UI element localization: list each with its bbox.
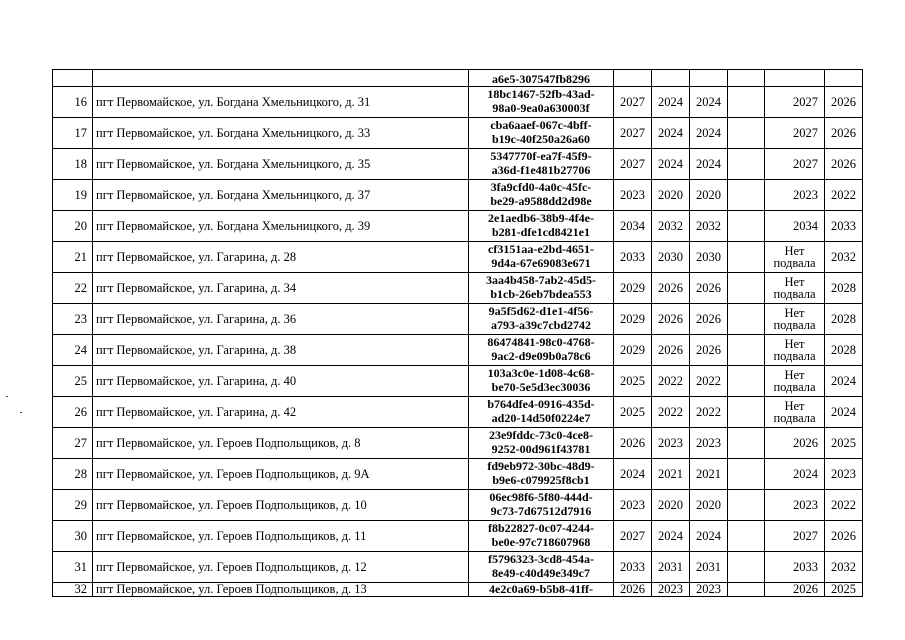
cell-empty [728, 242, 765, 273]
cell-number: 22 [53, 273, 93, 304]
cell-basement-year: 2027 [765, 149, 825, 180]
cell-year: 2033 [614, 242, 652, 273]
cell-empty [728, 521, 765, 552]
uid-line-1: 4e2c0a69-b5b8-41ff- [489, 582, 593, 596]
uid-line-2: b1cb-26eb7bdea553 [490, 286, 592, 301]
cell-number: 30 [53, 521, 93, 552]
table-row [53, 490, 863, 521]
cell-uid [469, 459, 614, 490]
cell-uid [469, 397, 614, 428]
uid-line-1: b764dfe4-0916-435d- [487, 397, 595, 411]
table-row [53, 428, 863, 459]
cell-year: 2025 [825, 583, 863, 597]
cell-empty [728, 490, 765, 521]
cell-uid: a6e5-307547fb8296 [469, 70, 614, 87]
table-row [53, 70, 863, 87]
cell-year [614, 70, 652, 87]
table-row [53, 397, 863, 428]
uid-line-1: 3fa9cfd0-4a0c-45fc- [490, 180, 592, 194]
cell-basement-year: 2027 [765, 118, 825, 149]
cell-empty [728, 180, 765, 211]
cell-number: 31 [53, 552, 93, 583]
cell-year: 2024 [825, 366, 863, 397]
cell-year: 2026 [690, 335, 728, 366]
cell-number: 21 [53, 242, 93, 273]
cell-number: 17 [53, 118, 93, 149]
cell-address: пгт Первомайское, ул. Гагарина, д. 36 [93, 304, 469, 335]
cell-no-basement: Нет подвала [765, 242, 825, 273]
scan-speck [20, 412, 22, 413]
cell-year: 2025 [614, 366, 652, 397]
cell-year: 2024 [652, 118, 690, 149]
scan-speck [6, 396, 8, 397]
cell-basement-year: 2026 [765, 583, 825, 597]
uid-line-1: 23e9fddc-73c0-4ce8- [489, 428, 593, 442]
cell-empty [728, 397, 765, 428]
cell-year: 2032 [825, 242, 863, 273]
cell-year: 2022 [690, 397, 728, 428]
cell-year: 2031 [690, 552, 728, 583]
cell-year: 2022 [825, 180, 863, 211]
cell-basement-year: 2023 [765, 490, 825, 521]
cell-year: 2030 [652, 242, 690, 273]
cell-basement-year: 2027 [765, 521, 825, 552]
cell-no-basement: Нет подвала [765, 304, 825, 335]
uid-line-1: 103a3c0e-1d08-4c68- [487, 366, 595, 380]
cell-address: пгт Первомайское, ул. Героев Подпольщиков, д. 12 [93, 552, 469, 583]
cell-address: пгт Первомайское, ул. Героев Подпольщиков, д. 11 [93, 521, 469, 552]
cell-address: пгт Первомайское, ул. Богдана Хмельницкого, д. 39 [93, 211, 469, 242]
cell-number: 19 [53, 180, 93, 211]
cell-year: 2024 [652, 87, 690, 118]
cell-uid [469, 428, 614, 459]
cell-year: 2023 [825, 459, 863, 490]
housing-register-table [52, 69, 863, 597]
cell-year [825, 70, 863, 87]
cell-year: 2032 [825, 552, 863, 583]
cell-address: пгт Первомайское, ул. Гагарина, д. 34 [93, 273, 469, 304]
cell-basement-year: 2023 [765, 180, 825, 211]
cell-year: 2021 [652, 459, 690, 490]
cell-year: 2029 [614, 335, 652, 366]
cell-empty [728, 552, 765, 583]
uid-line-1: f5796323-3cd8-454a- [488, 552, 594, 566]
uid-line-2: b19c-40f250a26a60 [492, 131, 590, 146]
cell-year: 2026 [690, 273, 728, 304]
uid-line-1: cf3151aa-e2bd-4651- [488, 242, 594, 256]
uid-line-1: 18bc1467-52fb-43ad- [487, 87, 595, 101]
cell-empty [728, 304, 765, 335]
cell-number: 24 [53, 335, 93, 366]
cell-address: пгт Первомайское, ул. Героев Подпольщиков, д. 13 [93, 583, 469, 597]
cell-year: 2024 [652, 521, 690, 552]
cell-year: 2029 [614, 304, 652, 335]
cell-year: 2024 [690, 149, 728, 180]
cell-year: 2027 [614, 87, 652, 118]
cell-year: 2022 [825, 490, 863, 521]
cell-year: 2025 [825, 428, 863, 459]
cell-empty [728, 211, 765, 242]
cell-uid [469, 304, 614, 335]
cell-year: 2021 [690, 459, 728, 490]
cell-no-basement: Нет подвала [765, 273, 825, 304]
uid-line-1: cba6aaef-067c-4bff- [490, 118, 592, 132]
cell-basement-year: 2034 [765, 211, 825, 242]
table-row [53, 335, 863, 366]
cell-year: 2020 [652, 180, 690, 211]
cell-uid [469, 87, 614, 118]
cell-empty [728, 428, 765, 459]
table-row [53, 521, 863, 552]
uid-line-2: 9ac2-d9e09b0a78c6 [491, 348, 591, 363]
uid-line-2: be70-5e5d3ec30036 [491, 379, 591, 394]
cell-year [690, 70, 728, 87]
cell-address: пгт Первомайское, ул. Богдана Хмельницкого, д. 35 [93, 149, 469, 180]
cell-empty [728, 366, 765, 397]
table-body [53, 70, 863, 597]
uid-line-2: 8e49-c40d49e349c7 [492, 565, 590, 580]
cell-year: 2020 [690, 180, 728, 211]
cell-year: 2024 [652, 149, 690, 180]
uid-line-1: 86474841-98c0-4768- [487, 335, 595, 349]
table-row [53, 180, 863, 211]
cell-empty [728, 87, 765, 118]
table-row [53, 242, 863, 273]
table-row [53, 273, 863, 304]
cell-year: 2024 [690, 87, 728, 118]
cell-year: 2023 [614, 180, 652, 211]
cell-year: 2026 [652, 304, 690, 335]
cell-year: 2026 [825, 521, 863, 552]
cell-basement-year: 2033 [765, 552, 825, 583]
cell-address: пгт Первомайское, ул. Гагарина, д. 38 [93, 335, 469, 366]
cell-number: 20 [53, 211, 93, 242]
table-row [53, 366, 863, 397]
uid-line-1: f8b22827-0c07-4244- [488, 521, 594, 535]
cell-uid [469, 366, 614, 397]
table-row [53, 87, 863, 118]
cell-uid [469, 180, 614, 211]
cell-uid [469, 552, 614, 583]
cell-year: 2020 [652, 490, 690, 521]
uid-line-1: 3aa4b458-7ab2-45d5- [485, 273, 596, 287]
cell-year: 2033 [614, 552, 652, 583]
cell-number: 16 [53, 87, 93, 118]
cell-year: 2023 [652, 428, 690, 459]
table-row [53, 459, 863, 490]
cell-year: 2023 [652, 583, 690, 597]
cell-year: 2025 [614, 397, 652, 428]
uid-line-1: 2e1aedb6-38b9-4f4e- [488, 211, 594, 225]
uid-line-2: ad20-14d50f0224e7 [491, 410, 591, 425]
cell-year: 2031 [652, 552, 690, 583]
table-row [53, 304, 863, 335]
cell-year: 2026 [825, 118, 863, 149]
uid-line-2: b9e6-c079925f8cb1 [492, 472, 590, 487]
cell-address: пгт Первомайское, ул. Героев Подпольщиков, д. 8 [93, 428, 469, 459]
cell-empty [728, 149, 765, 180]
uid-line-2: 9c73-7d67512d7916 [490, 503, 592, 518]
cell-year: 2026 [690, 304, 728, 335]
cell-number: 27 [53, 428, 93, 459]
uid-line-2: b281-dfe1cd8421e1 [492, 224, 590, 239]
cell-no-basement: Нет подвала [765, 397, 825, 428]
uid-line-2: a36d-f1e481b27706 [491, 162, 591, 177]
cell-year: 2034 [614, 211, 652, 242]
cell-address: пгт Первомайское, ул. Гагарина, д. 40 [93, 366, 469, 397]
cell-basement-year: 2024 [765, 459, 825, 490]
cell-address [93, 70, 469, 87]
cell-number [53, 70, 93, 87]
cell-year: 2027 [614, 521, 652, 552]
cell-year: 2020 [690, 490, 728, 521]
cell-year: 2026 [825, 87, 863, 118]
cell-year: 2026 [652, 273, 690, 304]
cell-empty [728, 459, 765, 490]
cell-uid [469, 118, 614, 149]
table-row [53, 552, 863, 583]
cell-number: 18 [53, 149, 93, 180]
cell-year: 2028 [825, 304, 863, 335]
uid-line-2: a793-a39c7cbd2742 [491, 317, 591, 332]
cell-year: 2032 [652, 211, 690, 242]
cell-basement-year [765, 70, 825, 87]
cell-year: 2027 [614, 149, 652, 180]
cell-year: 2024 [690, 118, 728, 149]
uid-line-1: fd9eb972-30bc-48d9- [487, 459, 595, 473]
cell-year: 2028 [825, 273, 863, 304]
uid-line-1: 06ec98f6-5f80-444d- [489, 490, 593, 504]
cell-uid [469, 335, 614, 366]
cell-address: пгт Первомайское, ул. Гагарина, д. 28 [93, 242, 469, 273]
uid-line-2: be29-a9588dd2d98e [490, 193, 592, 208]
cell-address: пгт Первомайское, ул. Богдана Хмельницкого, д. 31 [93, 87, 469, 118]
cell-year: 2033 [825, 211, 863, 242]
cell-empty [728, 583, 765, 597]
cell-number: 23 [53, 304, 93, 335]
cell-year: 2023 [614, 490, 652, 521]
uid-line-2: be0e-97c718607968 [491, 534, 591, 549]
cell-year: 2023 [690, 583, 728, 597]
cell-basement-year: 2027 [765, 87, 825, 118]
cell-no-basement: Нет подвала [765, 335, 825, 366]
uid-line-2: 98a0-9ea0a630003f [492, 100, 590, 115]
cell-year: 2024 [614, 459, 652, 490]
uid-line-2: 9252-00d961f43781 [491, 441, 591, 456]
cell-number: 25 [53, 366, 93, 397]
cell-uid [469, 490, 614, 521]
cell-empty [728, 118, 765, 149]
cell-address: пгт Первомайское, ул. Гагарина, д. 42 [93, 397, 469, 428]
cell-year: 2029 [614, 273, 652, 304]
cell-address: пгт Первомайское, ул. Героев Подпольщиков, д. 9А [93, 459, 469, 490]
cell-uid [469, 149, 614, 180]
cell-year: 2022 [690, 366, 728, 397]
cell-number: 29 [53, 490, 93, 521]
cell-year: 2026 [825, 149, 863, 180]
cell-number: 26 [53, 397, 93, 428]
cell-year: 2022 [652, 366, 690, 397]
cell-empty [728, 273, 765, 304]
cell-year: 2028 [825, 335, 863, 366]
cell-year: 2030 [690, 242, 728, 273]
cell-year [652, 70, 690, 87]
cell-year: 2023 [690, 428, 728, 459]
cell-number: 32 [53, 583, 93, 597]
table-row [53, 118, 863, 149]
cell-year: 2024 [825, 397, 863, 428]
cell-year: 2032 [690, 211, 728, 242]
cell-year: 2026 [614, 583, 652, 597]
cell-uid [469, 242, 614, 273]
cell-empty [728, 335, 765, 366]
cell-number: 28 [53, 459, 93, 490]
cell-year: 2026 [652, 335, 690, 366]
cell-address: пгт Первомайское, ул. Богдана Хмельницкого, д. 37 [93, 180, 469, 211]
cell-basement-year: 2026 [765, 428, 825, 459]
cell-uid [469, 211, 614, 242]
cell-no-basement: Нет подвала [765, 366, 825, 397]
cell-uid [469, 583, 614, 597]
table-row [53, 211, 863, 242]
uid-line-1: 5347770f-ea7f-45f9- [490, 149, 592, 163]
cell-year: 2022 [652, 397, 690, 428]
cell-year: 2024 [690, 521, 728, 552]
cell-address: пгт Первомайское, ул. Богдана Хмельницкого, д. 33 [93, 118, 469, 149]
cell-year: 2027 [614, 118, 652, 149]
table-row [53, 149, 863, 180]
table-row [53, 583, 863, 597]
cell-address: пгт Первомайское, ул. Героев Подпольщиков, д. 10 [93, 490, 469, 521]
cell-year: 2026 [614, 428, 652, 459]
uid-line-2: 9d4a-67e69083e671 [491, 255, 591, 270]
cell-uid [469, 273, 614, 304]
uid-line-1: 9a5f5d62-d1e1-4f56- [488, 304, 594, 318]
cell-uid [469, 521, 614, 552]
cell-empty [728, 70, 765, 87]
